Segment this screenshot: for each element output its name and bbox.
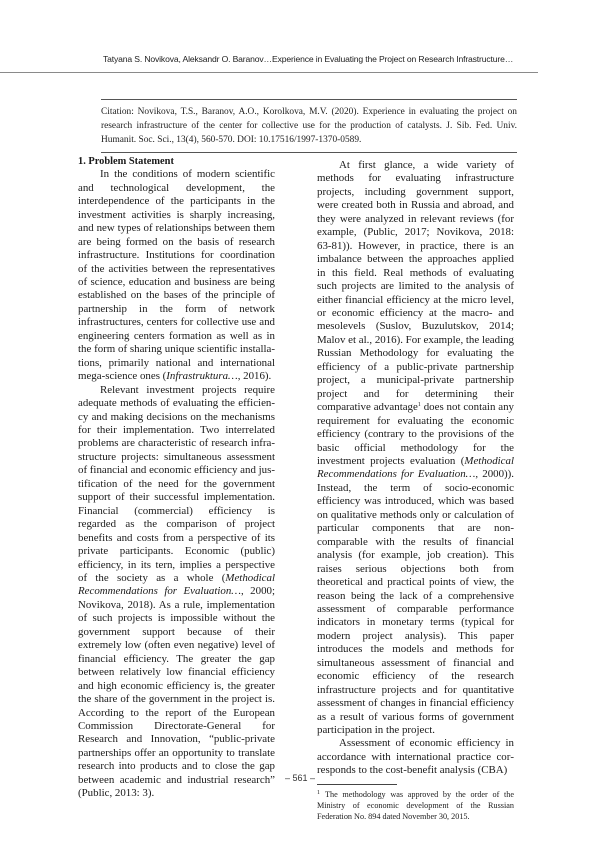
section-heading: 1. Problem Statement — [78, 156, 174, 167]
right-column — [317, 159, 514, 823]
paragraph-text: , 2000)). Instead, the term of socio-economic efficiency was introduced, which was based on qualitative methods only or calculation of particular components that are non-comparable with the results of financial analysis (for example, job creation). This raises serious objections both from theoretical and practical points of view, the reason being the lack of a comprehensive assessment of comparable performance indicators in monetary terms (typical for modern project analysis). This paper introduces the models and methods for simultaneous assessment of financial and economic efficiency of the research infrastructure projects and for quantitative assessment of changes in financial efficiency as a result of various forms of government participation in the project. — [317, 468, 514, 737]
paragraph — [78, 168, 275, 383]
paragraph-text: does not contain any requirement for evaluating the economic efficiency (contrary to the provisions of the basic official methodology for the investment projects evaluation ( — [317, 401, 514, 467]
paragraph-text: In the conditions of modern scientific and technological development, the interdependence of the participants in the investment activities is sharply increasing, and new types of relationships between them are being formed on the basis of research infrastructure. Institutions for coordination of the activities between the representatives of science, education and business are being established on the bases of the principle of partnership in the form of network infrastructures, centers for collective use and engineering centers formation as well as in the form of sharing unique scientific installations, primarily national and international mega-science ones ( — [78, 168, 275, 383]
footnote-mark: 1 — [317, 789, 320, 796]
footnote — [317, 788, 514, 823]
paragraph-text: At first glance, a wide variety of methods for evaluating infrastructure projects, including government support, were created both in Russia and abroad, and they were analyzed in relevant reviews (for example, (Public, 2017; Novikova, 2018: 63-81)). However, in practice, there is an imbalance between the approaches applied in this field. Real methods of evaluating such projects are limited to the analysis of either financial efficiency at the micro level, or economic efficiency at the macro- and mesolevels (Suslov, Buzulutskov, 2014; Malov et al., 2016). For example, the leading Russian Methodology for evaluating the efficiency of a public-private partnership project, a municipal-private partnership project and for determining their comparative advantage — [317, 159, 514, 414]
paragraph-text: Assessment of economic efficiency in accordance with international practice corresponds to the cost-benefit analysis (CBA) — [317, 737, 514, 777]
paragraph — [78, 384, 275, 801]
left-column — [78, 155, 275, 801]
citation-italic: Methodical Recommendations for Evaluation… — [317, 454, 514, 481]
running-head-text: Tatyana S. Novikova, Aleksandr O. Baranov…Experience in Evaluating the Project on Research Infrastructure… — [103, 54, 514, 64]
paragraph-text: , 2000; Novikova, 2018). As a rule, implementation of such projects is impossible without the government support because of their extremely low (often even negative) level of financial efficiency. The greater the gap between relatively low financial efficiency and high economic efficiency is, the greater the share of the government in the project is. According to the report of the European Commission Directorate-General for Research and Innovation, “public-private partnerships offer an opportunity to translate research into products and to close the gap between academic and industrial research” (Public, 2013: 3). — [78, 585, 275, 800]
footnote-reference[interactable]: 1 — [417, 402, 421, 409]
citation-box: Citation: Novikova, T.S., Baranov, A.O., Korolkova, M.V. (2020). Experience in evaluating the project on research infrastructure of the center for collective use for the production of catalysts. J. Sib. Fed. Univ. Humanit. Soc. Sci., 13(4), 560-570. DOI: 10.17516/1997-1370-0589. — [101, 99, 517, 153]
paragraph-text: Relevant investment projects require adequate methods of evaluating the efficiency and making decisions on the mechanisms for their implementation. Two interrelated problems are characteristic of research infrastructure projects: simultaneous assessment of financial and economic efficiency and justification of the need for the government support of their successful implementation. Financial (commercial) efficiency is regarded as the comparison of project benefits and costs from a perspective of its private participants. Economic (public) efficiency, in its tern, implies a perspective of the society as a whole ( — [78, 383, 275, 584]
paragraph-text: , 2016). — [237, 370, 272, 383]
paragraph — [317, 159, 514, 737]
paragraph — [317, 737, 514, 777]
running-head — [0, 52, 538, 73]
citation-italic: Methodical Recommendations for Evaluation… — [78, 572, 275, 598]
page-number: – 561 – — [284, 773, 316, 783]
footnote-text: The methodology was approved by the order of the Ministry of economic development of the Russian Federation No. 894 dated November 30, 2015. — [317, 789, 514, 822]
footnote-divider — [317, 784, 397, 785]
citation-italic: Infrastruktura… — [166, 370, 238, 383]
